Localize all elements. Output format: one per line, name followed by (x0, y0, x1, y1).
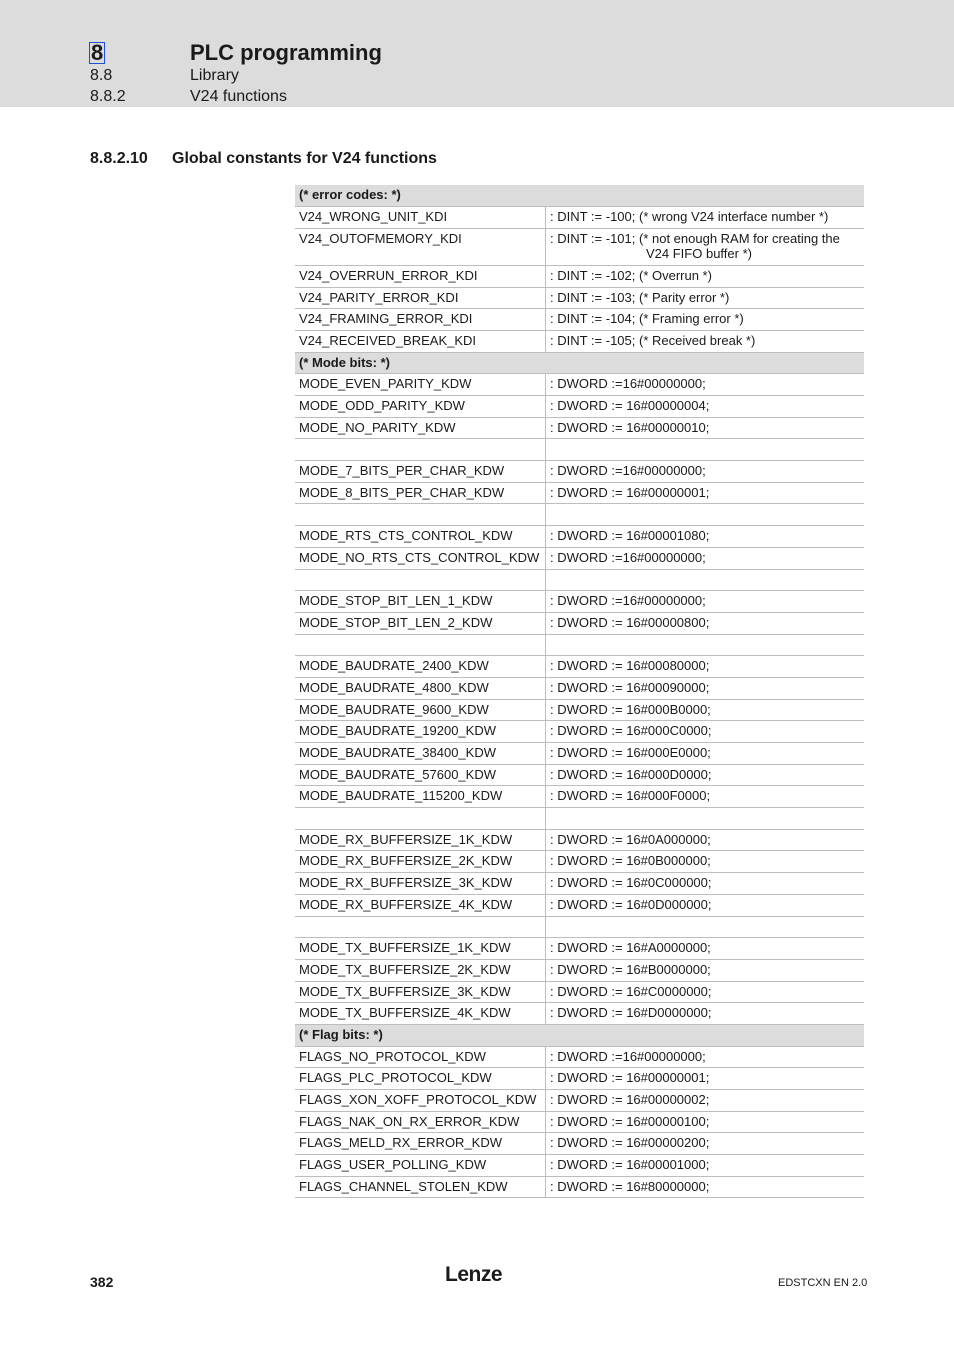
constant-value: : DWORD :=16#00000000; (546, 374, 865, 396)
table-row (295, 894, 864, 916)
table-row (295, 721, 864, 743)
subsection-number: 8.8 (90, 67, 113, 84)
table-row (295, 677, 864, 699)
constant-name: MODE_RX_BUFFERSIZE_1K_KDW (295, 829, 546, 851)
constant-value: : DWORD := 16#00000002; (546, 1090, 865, 1112)
constant-value: : DWORD := 16#00000004; (546, 396, 865, 418)
constant-name: MODE_NO_RTS_CTS_CONTROL_KDW (295, 547, 546, 569)
constant-value: : DWORD := 16#000E0000; (546, 743, 865, 765)
constant-name: V24_WRONG_UNIT_KDI (295, 207, 546, 229)
table-row (295, 417, 864, 439)
constant-name: V24_PARITY_ERROR_KDI (295, 287, 546, 309)
table-row (295, 873, 864, 895)
constant-value: : DWORD := 16#0B000000; (546, 851, 865, 873)
constant-value: : DWORD := 16#000D0000; (546, 764, 865, 786)
constant-value: : DWORD := 16#00000001; (546, 482, 865, 504)
constant-value: : DWORD := 16#00000001; (546, 1068, 865, 1090)
table-row (295, 461, 864, 483)
constant-name: MODE_TX_BUFFERSIZE_2K_KDW (295, 959, 546, 981)
table-row (295, 265, 864, 287)
constant-value: : DWORD := 16#00000800; (546, 612, 865, 634)
constant-name: MODE_STOP_BIT_LEN_1_KDW (295, 591, 546, 613)
subsubsection-number: 8.8.2 (90, 88, 126, 105)
constant-value: : DWORD := 16#00000200; (546, 1133, 865, 1155)
constant-value: : DINT := -100; (* wrong V24 interface number *) (546, 207, 865, 229)
constant-name: MODE_RX_BUFFERSIZE_3K_KDW (295, 873, 546, 895)
constant-value: : DWORD := 16#A0000000; (546, 938, 865, 960)
table-row (295, 1176, 864, 1198)
header-band (0, 0, 954, 107)
constant-value: : DWORD := 16#000F0000; (546, 786, 865, 808)
constant-name: MODE_EVEN_PARITY_KDW (295, 374, 546, 396)
constant-name: V24_OUTOFMEMORY_KDI (295, 228, 546, 265)
constant-name (295, 808, 546, 830)
table-row (295, 634, 864, 656)
constant-name: MODE_STOP_BIT_LEN_2_KDW (295, 612, 546, 634)
constant-value: : DWORD := 16#000C0000; (546, 721, 865, 743)
section-heading (90, 150, 437, 168)
constant-name: FLAGS_MELD_RX_ERROR_KDW (295, 1133, 546, 1155)
constant-value (546, 808, 865, 830)
constant-value: : DWORD := 16#000B0000; (546, 699, 865, 721)
table-row (295, 981, 864, 1003)
constant-name: MODE_BAUDRATE_115200_KDW (295, 786, 546, 808)
table-row (295, 547, 864, 569)
constant-name: MODE_NO_PARITY_KDW (295, 417, 546, 439)
table-row (295, 309, 864, 331)
table-row (295, 938, 864, 960)
constant-name: MODE_RX_BUFFERSIZE_2K_KDW (295, 851, 546, 873)
table-row (295, 1090, 864, 1112)
constant-value (546, 228, 865, 265)
constant-value: : DWORD := 16#00000100; (546, 1111, 865, 1133)
constant-name (295, 439, 546, 461)
group-heading: (* Mode bits: *) (295, 352, 864, 374)
table-row (295, 808, 864, 830)
constant-name: FLAGS_XON_XOFF_PROTOCOL_KDW (295, 1090, 546, 1112)
constant-value: : DWORD := 16#00001000; (546, 1155, 865, 1177)
constant-name (295, 634, 546, 656)
constant-name: MODE_ODD_PARITY_KDW (295, 396, 546, 418)
document-id: EDSTCXN EN 2.0 (778, 1277, 868, 1289)
subsection-title: Library (190, 67, 239, 84)
constant-value: : DWORD := 16#00000010; (546, 417, 865, 439)
table-row (295, 330, 864, 352)
section-number: 8.8.2.10 (90, 150, 148, 167)
constant-name: MODE_BAUDRATE_4800_KDW (295, 677, 546, 699)
group-heading-row (295, 352, 864, 374)
table-row (295, 207, 864, 229)
section-title: Global constants for V24 functions (172, 150, 437, 167)
table-row (295, 764, 864, 786)
constant-value: : DWORD := 16#0A000000; (546, 829, 865, 851)
table-row (295, 482, 864, 504)
constant-name: MODE_BAUDRATE_2400_KDW (295, 656, 546, 678)
constant-value: : DWORD :=16#00000000; (546, 547, 865, 569)
constant-value: : DWORD := 16#C0000000; (546, 981, 865, 1003)
constant-name: MODE_7_BITS_PER_CHAR_KDW (295, 461, 546, 483)
constant-name: MODE_BAUDRATE_19200_KDW (295, 721, 546, 743)
constant-value: : DWORD := 16#80000000; (546, 1176, 865, 1198)
table-row (295, 1003, 864, 1025)
constant-name: V24_FRAMING_ERROR_KDI (295, 309, 546, 331)
constant-name: FLAGS_USER_POLLING_KDW (295, 1155, 546, 1177)
constant-value: : DWORD := 16#00090000; (546, 677, 865, 699)
table-row (295, 374, 864, 396)
constant-value: : DWORD := 16#0D000000; (546, 894, 865, 916)
table-row (295, 916, 864, 938)
table-row (295, 851, 864, 873)
table-row (295, 396, 864, 418)
constant-name (295, 916, 546, 938)
table-row (295, 743, 864, 765)
group-heading-row (295, 1024, 864, 1046)
table-row (295, 569, 864, 591)
subsubsection-title: V24 functions (190, 88, 287, 105)
table-row (295, 1068, 864, 1090)
table-row (295, 959, 864, 981)
constant-value-continuation: V24 FIFO buffer *) (646, 245, 752, 261)
constant-name: MODE_TX_BUFFERSIZE_4K_KDW (295, 1003, 546, 1025)
constant-name: MODE_TX_BUFFERSIZE_1K_KDW (295, 938, 546, 960)
table-row (295, 612, 864, 634)
constant-name: MODE_BAUDRATE_57600_KDW (295, 764, 546, 786)
constant-name: FLAGS_NAK_ON_RX_ERROR_KDW (295, 1111, 546, 1133)
table-row (295, 786, 864, 808)
table-row (295, 439, 864, 461)
constant-name: V24_RECEIVED_BREAK_KDI (295, 330, 546, 352)
constant-value: : DWORD :=16#00000000; (546, 461, 865, 483)
constant-value: : DINT := -105; (* Received break *) (546, 330, 865, 352)
constant-name: FLAGS_CHANNEL_STOLEN_KDW (295, 1176, 546, 1198)
constant-name: FLAGS_PLC_PROTOCOL_KDW (295, 1068, 546, 1090)
constant-name: MODE_RTS_CTS_CONTROL_KDW (295, 526, 546, 548)
constant-value: : DWORD := 16#B0000000; (546, 959, 865, 981)
constant-value: : DWORD := 16#0C000000; (546, 873, 865, 895)
page-number: 382 (90, 1274, 114, 1290)
constant-value: : DINT := -104; (* Framing error *) (546, 309, 865, 331)
constant-name: FLAGS_NO_PROTOCOL_KDW (295, 1046, 546, 1068)
constant-value: : DINT := -103; (* Parity error *) (546, 287, 865, 309)
constant-value: : DWORD :=16#00000000; (546, 591, 865, 613)
constant-value (546, 504, 865, 526)
constant-name: MODE_BAUDRATE_9600_KDW (295, 699, 546, 721)
constant-value (546, 916, 865, 938)
table-row (295, 1133, 864, 1155)
constant-value-line: : DINT := -101; (* not enough RAM for creating the (550, 230, 840, 246)
lenze-logo: Lenze (445, 1263, 503, 1286)
constant-value: : DWORD := 16#D0000000; (546, 1003, 865, 1025)
constant-name: MODE_TX_BUFFERSIZE_3K_KDW (295, 981, 546, 1003)
table-row (295, 504, 864, 526)
constant-name: MODE_RX_BUFFERSIZE_4K_KDW (295, 894, 546, 916)
constant-name: V24_OVERRUN_ERROR_KDI (295, 265, 546, 287)
chapter-title: PLC programming (190, 40, 382, 65)
constant-value (546, 634, 865, 656)
constant-value: : DWORD :=16#00000000; (546, 1046, 865, 1068)
constant-name: MODE_8_BITS_PER_CHAR_KDW (295, 482, 546, 504)
constant-name (295, 504, 546, 526)
table-row (295, 1046, 864, 1068)
table-row (295, 1111, 864, 1133)
constant-value: : DWORD := 16#00001080; (546, 526, 865, 548)
group-heading: (* error codes: *) (295, 185, 864, 207)
table-row (295, 829, 864, 851)
table-row (295, 526, 864, 548)
table-row (295, 699, 864, 721)
group-heading-row (295, 185, 864, 207)
constant-value (546, 439, 865, 461)
constant-name: MODE_BAUDRATE_38400_KDW (295, 743, 546, 765)
table-row (295, 228, 864, 265)
constant-value (546, 569, 865, 591)
constant-value: : DINT := -102; (* Overrun *) (546, 265, 865, 287)
chapter-number-link[interactable]: 8 (91, 40, 104, 65)
constant-name (295, 569, 546, 591)
constants-table (295, 185, 864, 1198)
table-row (295, 656, 864, 678)
table-row (295, 1155, 864, 1177)
table-row (295, 287, 864, 309)
table-row (295, 591, 864, 613)
group-heading: (* Flag bits: *) (295, 1024, 864, 1046)
constant-value: : DWORD := 16#00080000; (546, 656, 865, 678)
